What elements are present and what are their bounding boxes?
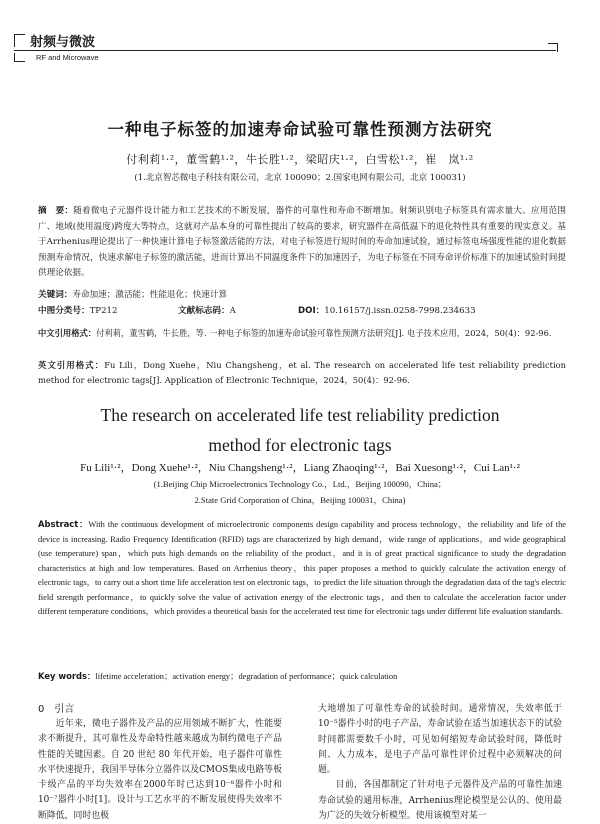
doc-value: A [229,306,236,316]
clc-value: TP212 [89,306,118,316]
header-corner-mark [548,43,558,52]
citation-en-label: 英文引用格式： [38,360,105,370]
paper-title-en [0,400,600,460]
doi [298,304,476,316]
citation-en [38,358,566,388]
body-column-left [38,717,282,824]
section-subtitle: RF and Microwave [36,53,99,62]
affiliation-en-1: (1.Beijing Chip Microelectronics Technology Co.，Ltd.，Beijing 100090，China； [153,479,447,489]
citation-cn [38,326,566,341]
keywords-cn [38,288,566,300]
doc-label: 文献标志码： [178,306,230,316]
section-bracket [14,34,25,47]
keywords-en-text: lifetime acceleration；activation energy；degradation of performance；quick calculation [95,672,398,681]
abstract-cn-label: 摘 要： [38,206,74,216]
clc-label: 中图分类号： [38,306,90,316]
affiliation-en-2: 2.State Grid Corporation of China，Beijing 100031，China) [194,495,406,505]
keywords-cn-label: 关键词： [38,290,73,300]
header-rule [14,50,556,51]
doi-label: DOI： [298,306,325,316]
intro-paragraph-1: 近年来，微电子器件及产品的应用领域不断扩大，性能要求不断提升，其可靠性及寿命特性越来越成为制约微电子产品性能的关键因素。自 20 世纪 80 年代开始，电子器件可靠性水平快速提升，我国半导体分立器件以及CMOS集成电路等板卡级产品的平均失效率在2000年时已达到10⁻⁸器件小时和10⁻⁷器件小时[1]。设计与工艺水平的不断发展使得失效率不断降低，同时也极 [38,719,282,821]
abstract-cn-text: 随着微电子元器件设计能力和工艺技术的不断发展，器件的可靠性和寿命不断增加。射频识别电子标签具有需求量大、应用范围广、地域(使用温度)跨度大等特点，这就对产品本身的可靠性提出了较高的要求，研究器件在高低温下的退化特性具有重要的现实意义。基于Arrhenius理论提出了一种快速计算电子标签激活能的方法，对电子标签进行短时间的寿命加速试验，通过标签电场强度性能的退化数据预测寿命情况，快速求解电子标签的激活能，进而计算出不同温度条件下的加速因子，为电子标签在不同寿命评价标准下的加速试验时间提供理论依据。 [38,206,566,279]
doi-value: 10.16157/j.issn.0258-7998.234633 [324,306,476,316]
paper-title-cn: 一种电子标签的加速寿命试验可靠性预测方法研究 [107,120,493,139]
document-code [178,304,236,316]
keywords-en [38,670,566,682]
authors-en: Fu Lili¹·²，Dong Xuehe¹·²，Niu Changsheng¹·²，Liang Zhaoqing¹·²，Bai Xuesong¹·²，Cui Lan¹·² [80,462,520,474]
citation-cn-label: 中文引用格式： [38,328,97,338]
section-heading-intro: 0 引言 [38,704,75,715]
authors-cn: 付利莉¹·²，董雪鹤¹·²，牛长胜¹·²，梁昭庆¹·²，白雪松¹·²，崔 岚¹·² [126,153,474,166]
abstract-en-text: With the continuous development of microelectronic components design capability and process technology，the reliability and life of the device is increasing. Radio Frequency Identification (RFID) tags are characterized by high demand，wide range of applications，and wide geographical (use temperature) span，which puts high demands on the reliability of the product，and it is of great practical significance to study the degradation characteristics at high and low temperatures. Based on Arrhenius theory，this paper proposes a method to quickly calculate the activation energy of electronic tags，to carry out a short time life acceleration test on electronic tags，to predict the life situation through the degradation data of the tag's electric field strength performance，to quickly solve the value of activation energy of the electronic tags，and then to calculate the acceleration factor under different temperature conditions，which provides a theoretical basis for the accelerated test time for electronic tags under different life evaluation standards. [38,520,567,616]
clc-code [38,304,118,316]
section-sub-bracket [14,53,25,62]
abstract-en-label: Abstract： [38,519,89,529]
body-column-right [318,702,562,824]
section-title: 射频与微波 [30,35,96,50]
intro-paragraph-1-cont: 大地增加了可靠性寿命的试验时间。通常情况，失效率低于10⁻⁵器件小时的电子产品，寿命试验在适当加速状态下的试验时间都需要数千小时，可见如何缩短寿命试验时间，降低时间、人力成本，是电子产品可靠性评价过程中必须解决的问题。 [318,704,562,776]
paper-title-en-line2: method for electronic tags [208,435,392,455]
keywords-cn-text: 寿命加速；激活能；性能退化；快速计算 [72,290,228,300]
keywords-en-label: Key words： [38,671,96,681]
citation-cn-text: 付利莉，董雪鹤，牛长胜，等. 一种电子标签的加速寿命试验可靠性预测方法研究[J]. 电子技术应用，2024，50(4)：92-96. [96,328,552,338]
citation-en-text: Fu Lili，Dong Xuehe，Niu Changsheng，et al. The research on accelerated life test reliability prediction method for electronic tags[J]. Application of Electronic Technique，2024，50(4)：92-96. [38,360,566,385]
affiliation-cn: (1.北京智芯微电子科技有限公司，北京 100090；2.国家电网有限公司，北京 100031) [134,173,466,183]
paper-title-en-line1: The research on accelerated life test reliability prediction [100,405,500,425]
abstract-cn [38,204,566,282]
intro-paragraph-2: 目前，各国都制定了针对电子元器件及产品的可靠性加速寿命试验的通用标准，Arrhenius理论模型是公认的、使用最为广泛的失效分析模型。使用该模型对某一 [318,780,562,822]
abstract-en [38,517,566,620]
